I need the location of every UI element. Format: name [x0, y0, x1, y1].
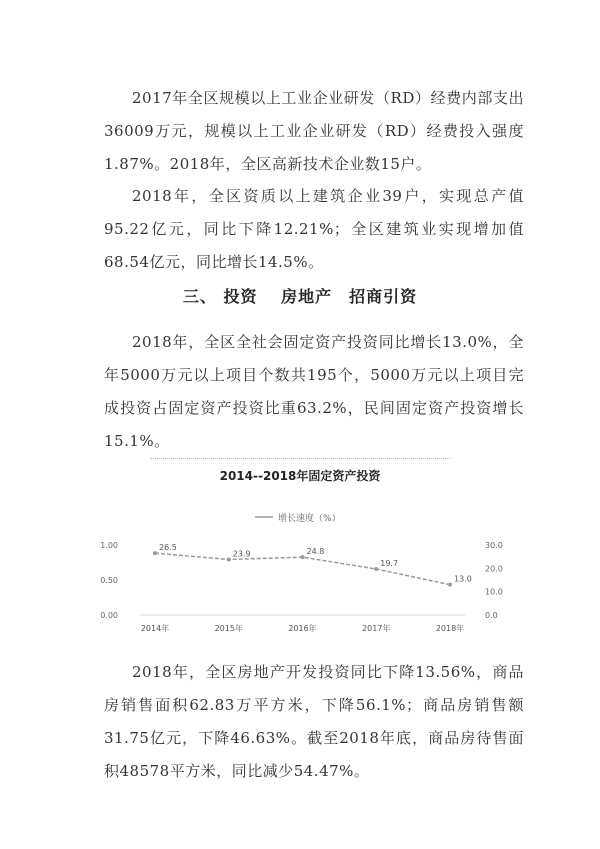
x-tick-label: 2016年	[288, 624, 317, 633]
chart-separator	[150, 458, 450, 459]
investment-growth-chart	[90, 505, 510, 640]
paragraph-research-funding	[104, 82, 524, 181]
data-label: 13.0	[454, 574, 472, 584]
x-axis	[140, 615, 465, 633]
paragraph-fixed-investment	[104, 326, 524, 458]
right-axis-tick-label: 30.0	[485, 541, 503, 550]
x-tick-label: 2015年	[214, 624, 243, 633]
legend-label: 增长速度（%）	[278, 514, 341, 524]
left-axis-tick-label: 0.00	[100, 611, 118, 620]
paragraph-real-estate	[104, 656, 524, 788]
paragraph-real-estate-text: 2018年，全区房地产开发投资同比下降13.56%，商品房销售面积62.83万平方米，下降56.1%；商品房销售额31.75亿元，下降46.63%。截至2018年底，商品房待售面积48578平方米，同比减少54.47%。	[104, 663, 524, 780]
chart-title: 2014--2018年固定资产投资	[219, 469, 381, 483]
section-heading: 三、 投资 房地产 招商引资	[182, 287, 418, 306]
data-point	[374, 567, 378, 571]
series-layer	[153, 543, 472, 587]
right-axis-tick-label: 10.0	[485, 587, 503, 597]
x-tick-label: 2018年	[435, 624, 465, 633]
right-axis-tick-label: 20.0	[485, 564, 503, 574]
paragraph-construction-text: 2018年，全区资质以上建筑企业39户，实现总产值95.22亿元，同比下降12.21%；全区建筑业实现增加值68.54亿元，同比增长14.5%。	[104, 187, 524, 271]
data-label: 26.5	[159, 543, 177, 553]
data-point	[448, 583, 452, 587]
paragraph-construction	[104, 180, 524, 279]
x-tick-label: 2017年	[362, 624, 391, 633]
paragraph-research-funding-text: 2017年全区规模以上工业企业研发（RD）经费内部支出36009万元，规模以上工业企业研发（RD）经费投入强度1.87%。2018年，全区高新技术企业数15户。	[104, 89, 524, 173]
data-point	[153, 551, 157, 555]
right-axis	[485, 541, 503, 620]
left-axis	[100, 541, 118, 620]
right-axis-tick-label: 0.0	[485, 611, 498, 620]
left-axis-tick-label: 1.00	[100, 541, 118, 550]
data-label: 19.7	[380, 559, 399, 569]
data-point	[227, 557, 231, 561]
data-label: 24.8	[306, 547, 325, 557]
chart-legend	[255, 512, 341, 524]
data-point	[301, 555, 305, 559]
left-axis-tick-label: 0.50	[100, 576, 118, 585]
x-tick-label: 2014年	[140, 624, 170, 633]
paragraph-fixed-investment-text: 2018年，全区全社会固定资产投资同比增长13.0%，全年5000万元以上项目个数共195个，5000万元以上项目完成投资占固定资产投资比重63.2%，民间固定资产投资增长15.1%。	[104, 333, 524, 450]
data-label: 23.9	[232, 549, 251, 559]
